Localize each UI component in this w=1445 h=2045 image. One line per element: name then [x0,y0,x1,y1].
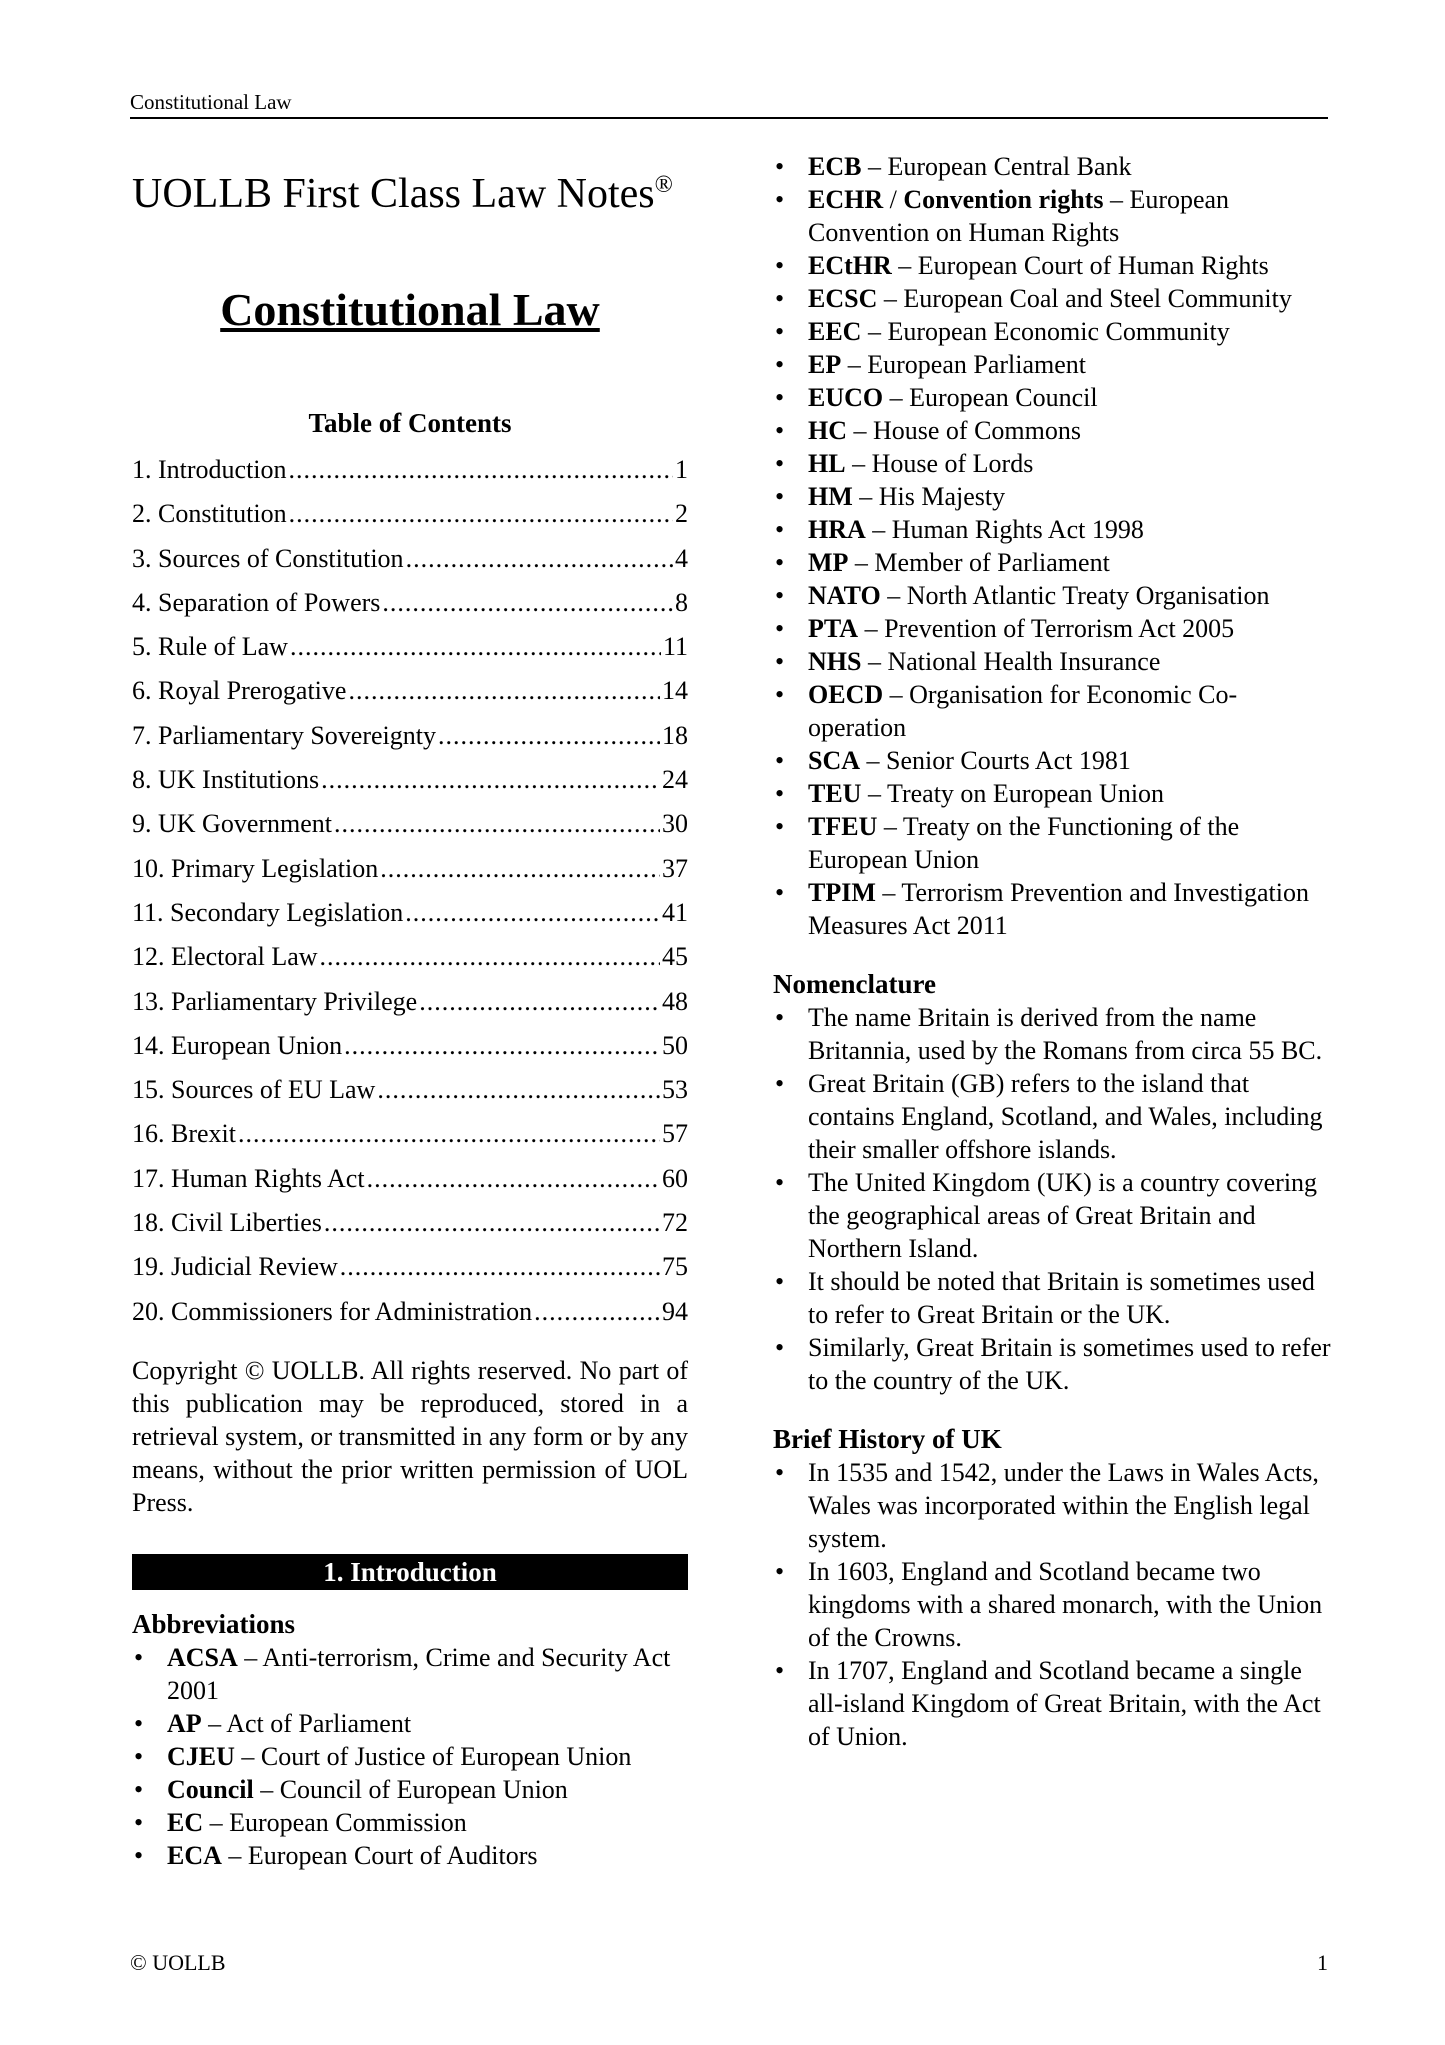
toc-entry [132,448,688,492]
abbreviation-term: ECSC [808,284,878,313]
abbreviation-definition: – Prevention of Terrorism Act 2005 [858,614,1235,643]
toc-entry [132,492,688,536]
abbreviation-item [773,414,1333,447]
list-item: • In 1707, England and Scotland became a single all-island Kingdom of Great Britain, with the Act of Union. [773,1654,1333,1753]
toc-leader-dots [290,625,661,669]
toc-entry-title: 12. Electoral Law [132,942,318,972]
abbreviation-definition: – European Council [883,383,1098,412]
abbreviation-term: HL [808,449,846,478]
toc-entry-page: 72 [662,1208,688,1238]
abbreviation-item [773,480,1333,513]
toc-leader-dots [348,669,660,713]
toc-entry [132,1201,688,1245]
brand-title [132,168,688,220]
abbreviation-definition: – Court of Justice of European Union [234,1742,632,1771]
abbreviation-term: SCA [808,746,861,775]
toc-entry-page: 45 [662,942,688,972]
toc-leader-dots [334,802,660,846]
toc-entry-title: 18. Civil Liberties [132,1208,322,1238]
list-item: • In 1535 and 1542, under the Laws in Wales Acts, Wales was incorporated within the English legal system. [773,1456,1333,1555]
abbreviation-term: CJEU [167,1742,235,1771]
toc-leader-dots [340,1245,660,1289]
page-number: 1 [1317,1950,1328,1975]
abbreviation-item [132,1806,688,1839]
history-list [773,1456,1333,1753]
toc-leader-dots [289,492,673,536]
toc-entry-title: 1. Introduction [132,455,287,484]
abbreviation-definition: – Senior Courts Act 1981 [860,746,1131,775]
spacer [773,942,1333,968]
abbreviation-definition: – Human Rights Act 1998 [865,515,1144,544]
abbreviation-definition: – Terrorism Prevention and Investigation Measures Act 2011 [808,878,1310,940]
toc-entry [132,669,688,713]
abbreviation-term: ECHR [808,185,884,214]
abbreviation-item [132,1773,688,1806]
abbreviation-definition: – Member of Parliament [848,548,1110,577]
abbreviation-item [132,1707,688,1740]
toc-entry-page: 94 [662,1296,688,1326]
toc-entry-page: 75 [662,1252,688,1282]
toc-leader-dots [321,758,660,802]
toc-entry [132,980,688,1024]
toc-entry-title: 13. Parliamentary Privilege [132,986,418,1016]
nomenclature-list [773,1001,1333,1397]
abbreviation-definition: – European Convention on Human Rights [808,185,1230,247]
abbreviation-definition: – European Court of Human Rights [891,251,1269,280]
toc-entry-page: 1 [675,455,688,484]
section-heading-introduction: 1. Introduction [132,1554,688,1590]
toc-entry-title: 4. Separation of Powers [132,587,381,617]
toc-entry-title: 15. Sources of EU Law [132,1075,376,1105]
toc-entry-title: 2. Constitution [132,499,287,529]
toc-leader-dots [367,1157,660,1201]
toc-entry-page: 48 [662,986,688,1016]
toc-leader-dots [238,1112,660,1156]
brand-title-text: UOLLB First Class Law Notes [132,171,655,217]
toc-entry [132,847,688,891]
nomenclature-heading: Nomenclature [773,969,936,999]
abbreviation-definition: – European Central Bank [861,152,1132,181]
abbreviation-item [773,744,1333,777]
abbreviation-item [773,315,1333,348]
abbreviation-term: ECtHR [808,251,892,280]
abbreviation-definition: – Act of Parliament [201,1709,412,1738]
abbreviations-heading: Abbreviations [132,1609,296,1639]
list-item: • Great Britain (GB) refers to the island that contains England, Scotland, and Wales, including their smaller offshore islands. [773,1067,1333,1166]
abbreviation-item [773,183,1333,249]
abbreviation-item [773,381,1333,414]
abbreviation-definition: – North Atlantic Treaty Organisation [880,581,1270,610]
toc-leader-dots [324,1201,660,1245]
toc-leader-dots [320,935,660,979]
toc-leader-dots [377,1068,660,1112]
toc-leader-dots [382,581,673,625]
toc-entry [132,1112,688,1156]
toc-entry-page: 4 [675,543,688,573]
copyright-notice: Copyright © UOLLB. All rights reserved. No part of this publication may be reproduced, stored in a retrieval system, or transmitted in any form or by any means, without the prior written permission of UOL Press. [132,1356,688,1517]
toc-entry [132,714,688,758]
toc-heading: Table of Contents [308,408,512,438]
toc-entry [132,537,688,581]
abbreviation-term: ACSA [167,1643,238,1672]
abbreviation-definition: – European Court of Auditors [221,1841,538,1870]
toc-entry-page: 2 [675,499,688,529]
toc-entry [132,1024,688,1068]
abbreviation-item [773,678,1333,744]
toc-entry-title: 9. UK Government [132,809,333,839]
toc-entry-title: 20. Commissioners for Administration [132,1296,533,1326]
toc-entry [132,1290,688,1334]
abbreviation-item [773,513,1333,546]
list-item: • The United Kingdom (UK) is a country covering the geographical areas of Great Britain and Northern Island. [773,1166,1333,1265]
toc-entry-title: 6. Royal Prerogative [132,676,347,706]
toc-leader-dots [419,980,660,1024]
toc-entry-page: 11 [662,632,688,662]
abbreviation-definition: – His Majesty [852,482,1006,511]
toc-entry [132,891,688,935]
abbreviation-definition: – Treaty on European Union [861,779,1165,808]
abbreviation-definition: – Anti-terrorism, Crime and Security Act 2001 [167,1643,671,1705]
abbreviation-item [773,282,1333,315]
abbreviation-term: ECA [167,1841,222,1870]
toc-entry-page: 60 [662,1163,688,1193]
abbreviation-item [773,150,1333,183]
toc-entry-page: 41 [662,897,688,927]
abbreviation-item [132,1740,688,1773]
running-header: Constitutional Law [130,90,292,114]
list-item: • In 1603, England and Scotland became two kingdoms with a shared monarch, with the Union of the Crowns. [773,1555,1333,1654]
toc-entry-title: 8. UK Institutions [132,765,320,795]
abbreviation-term: EUCO [808,383,884,412]
table-of-contents [132,448,688,1334]
abbreviation-item [773,579,1333,612]
toc-leader-dots [438,714,660,758]
abbreviation-item [132,1641,688,1707]
toc-entry-title: 16. Brexit [132,1119,236,1149]
toc-entry-title: 11. Secondary Legislation [132,897,404,927]
toc-entry [132,581,688,625]
toc-leader-dots [534,1290,660,1334]
toc-entry [132,1157,688,1201]
toc-entry-page: 53 [662,1075,688,1105]
spacer [773,1397,1333,1423]
abbreviation-term: TFEU [808,812,878,841]
toc-entry-title: 19. Judicial Review [132,1252,338,1282]
registered-mark: ® [654,172,673,198]
toc-leader-dots [406,537,673,581]
toc-entry-page: 18 [662,720,688,750]
abbreviation-item [773,777,1333,810]
abbreviations-list-right [773,150,1333,942]
toc-entry [132,935,688,979]
abbreviation-term: EC [167,1808,204,1837]
abbreviation-definition: – Treaty on the Functioning of the European Union [808,812,1240,874]
abbreviation-definition: – Council of European Union [253,1775,568,1804]
toc-entry-page: 30 [662,809,688,839]
abbreviation-term: ECB [808,152,862,181]
footer-copyright: © UOLLB [130,1950,226,1975]
abbreviation-term: EP [808,350,842,379]
toc-entry-page: 57 [662,1119,688,1149]
abbreviation-term: HM [808,482,853,511]
abbreviation-term: NATO [808,581,881,610]
toc-entry [132,758,688,802]
abbreviation-definition: – House of Lords [845,449,1034,478]
abbreviation-item [132,1839,688,1872]
abbreviation-term: HC [808,416,847,445]
toc-entry-page: 50 [662,1030,688,1060]
abbreviation-definition: – Organisation for Economic Co-operation [808,680,1238,742]
list-item: • It should be noted that Britain is sometimes used to refer to Great Britain or the UK. [773,1265,1333,1331]
list-item: • Similarly, Great Britain is sometimes used to refer to the country of the UK. [773,1331,1333,1397]
toc-entry-title: 14. European Union [132,1030,343,1060]
toc-entry-title: 17. Human Rights Act [132,1163,365,1193]
toc-entry-page: 8 [675,587,688,617]
abbreviation-term: OECD [808,680,884,709]
abbreviation-separator: / [883,185,904,214]
left-column [132,168,688,1870]
abbreviation-term: Convention rights [903,185,1104,214]
toc-entry [132,802,688,846]
abbreviation-definition: – European Parliament [841,350,1086,379]
abbreviation-term: Council [167,1775,254,1804]
toc-entry [132,1068,688,1112]
abbreviation-definition: – National Health Insurance [861,647,1161,676]
toc-entry-title: 5. Rule of Law [132,632,288,662]
abbreviation-term: EEC [808,317,862,346]
abbreviation-item [773,447,1333,480]
abbreviation-item [773,810,1333,876]
abbreviation-item [773,612,1333,645]
abbreviation-term: AP [167,1709,202,1738]
toc-entry-page: 37 [662,853,688,883]
abbreviation-definition: – European Coal and Steel Community [877,284,1292,313]
toc-leader-dots [380,847,660,891]
toc-entry [132,625,688,669]
abbreviation-term: PTA [808,614,859,643]
toc-entry-title: 10. Primary Legislation [132,853,379,883]
abbreviation-item [773,249,1333,282]
list-item: • The name Britain is derived from the name Britannia, used by the Romans from circa 55 BC. [773,1001,1333,1067]
abbreviation-item [773,348,1333,381]
abbreviation-term: TPIM [808,878,876,907]
abbreviation-term: HRA [808,515,866,544]
abbreviation-item [773,645,1333,678]
abbreviation-definition: – European Commission [203,1808,467,1837]
abbreviation-definition: – House of Commons [847,416,1081,445]
toc-leader-dots [405,891,660,935]
abbreviation-definition: – European Economic Community [861,317,1230,346]
header-rule [130,117,1328,119]
toc-entry-page: 14 [662,676,688,706]
document-title: Constitutional Law [220,284,600,335]
abbreviation-term: TEU [808,779,862,808]
abbreviation-item [773,546,1333,579]
abbreviation-item [773,876,1333,942]
history-heading: Brief History of UK [773,1424,1002,1454]
right-column [773,150,1333,1753]
toc-entry [132,1245,688,1289]
toc-entry-title: 3. Sources of Constitution [132,543,404,573]
abbreviation-term: MP [808,548,849,577]
abbreviation-term: NHS [808,647,862,676]
toc-entry-title: 7. Parliamentary Sovereignty [132,720,436,750]
toc-leader-dots [344,1024,660,1068]
toc-entry-page: 24 [662,765,688,795]
abbreviations-list-left [132,1641,688,1872]
toc-leader-dots [289,448,673,492]
